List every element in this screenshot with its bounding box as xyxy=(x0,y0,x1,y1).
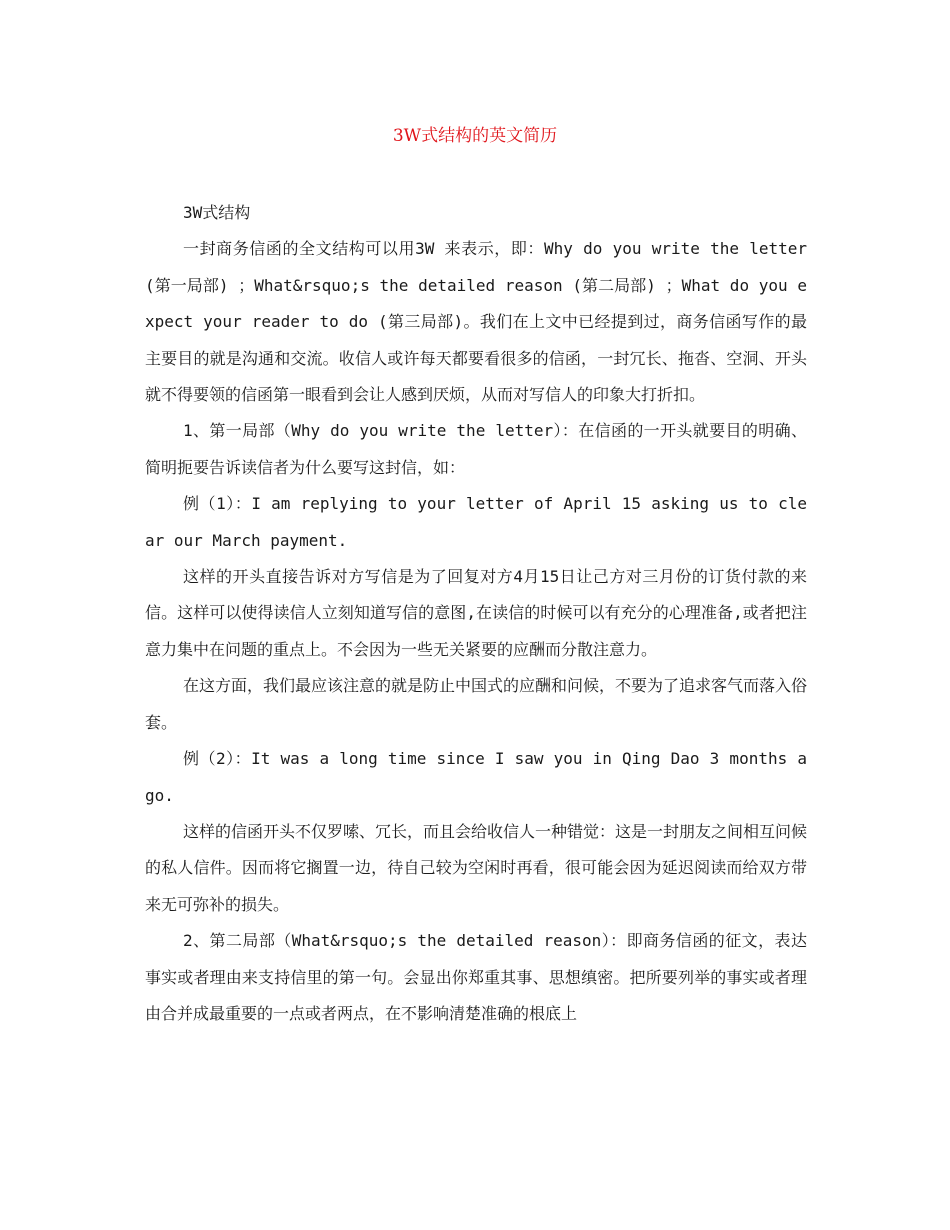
paragraph-intro: 一封商务信函的全文结构可以用3W 来表示，即：Why do you write the letter (第一局部) ；What&rsquo;s the detailed reason (第二局部) ；What do you expect your reader to do (第三局部)。我们在上文中已经提到过，商务信函写作的最主要目的就是沟通和交流。收信人或许每天都要看很多的信函，一封冗长、拖沓、空洞、开头就不得要领的信函第一眼看到会让人感到厌烦，从而对写信人的印象大打折扣。 xyxy=(145,239,807,405)
paragraph-example-1: 例（1）：I am replying to your letter of April 15 asking us to clear our March payment. xyxy=(145,494,807,550)
paragraph-explanation-1: 这样的开头直接告诉对方写信是为了回复对方4月15日让己方对三月份的订货付款的来信。这样可以使得读信人立刻知道写信的意图,在读信的时候可以有充分的心理准备,或者把注意力集中在问题的重点上。不会因为一些无关紧要的应酬而分散注意力。 xyxy=(145,567,807,659)
paragraph-explanation-2: 这样的信函开头不仅罗嗦、冗长，而且会给收信人一种错觉：这是一封朋友之间相互问候的私人信件。因而将它搁置一边，待自己较为空闲时再看，很可能会因为延迟阅读而给双方带来无可弥补的损失。 xyxy=(145,821,808,914)
paragraph-advice: 在这方面，我们最应该注意的就是防止中国式的应酬和问候，不要为了追求客气而落入俗套。 xyxy=(145,676,808,732)
paragraph-part-two: 2、第二局部（What&rsquo;s the detailed reason）：即商务信函的征文，表达事实或者理由来支持信里的第一句。会显出你郑重其事、思想缜密。把所要列举的事实或者理由合并成最重要的一点或者两点，在不影响清楚准确的根底上 xyxy=(145,931,807,1023)
document-title: 3W式结构的英文简历 xyxy=(392,126,558,146)
paragraph-example-2: 例（2）：It was a long time since I saw you in Qing Dao 3 months ago. xyxy=(145,749,807,805)
section-heading: 3W式结构 xyxy=(183,203,251,222)
document-body xyxy=(145,195,807,1032)
paragraph-part-one: 1、第一局部（Why do you write the letter）：在信函的一开头就要目的明确、简明扼要告诉读信者为什么要写这封信，如： xyxy=(145,421,807,477)
